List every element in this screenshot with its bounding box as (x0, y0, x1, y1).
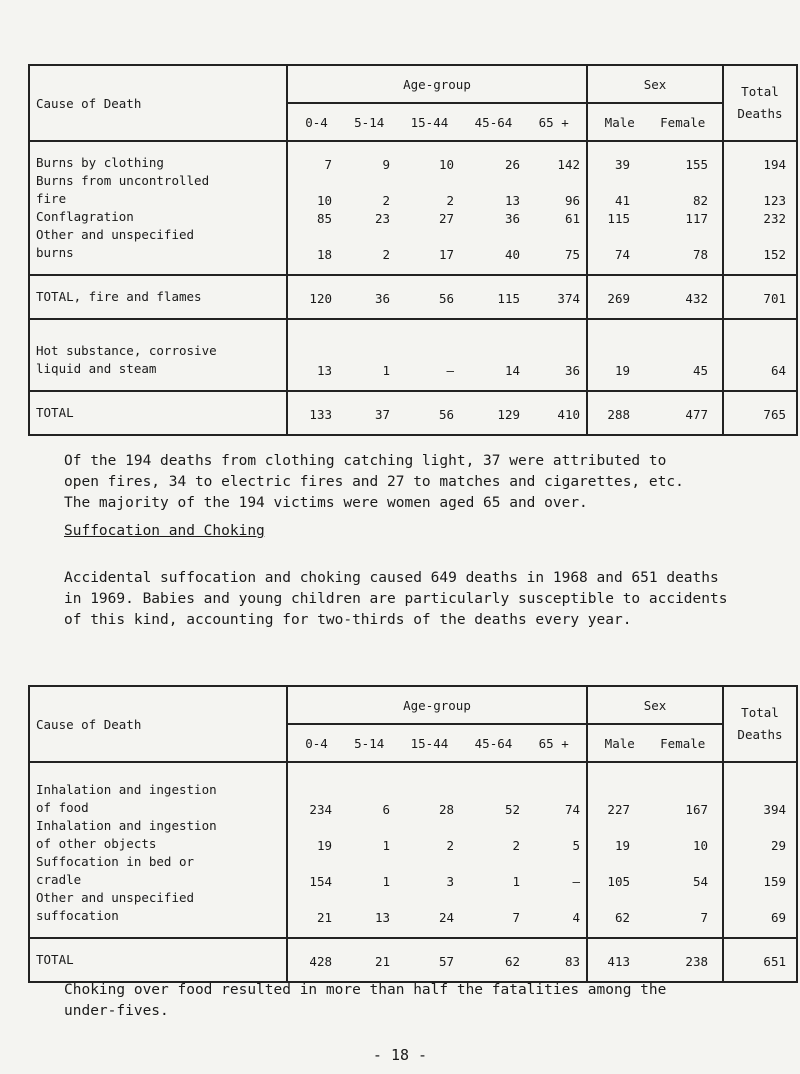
total-row: TOTAL 428 21 57 62 83 413 238 651 (29, 938, 797, 982)
suffocation-table (28, 685, 798, 983)
sex-subheaders: Male Female (587, 724, 723, 762)
burns-table (28, 64, 798, 436)
age-subheaders: 0-4 5-14 15-44 45-64 65 + (287, 724, 587, 762)
total-values: 394 29 159 69 (723, 762, 797, 938)
cause-header: Cause of Death (29, 686, 287, 762)
section-heading: Suffocation and Choking (64, 523, 265, 539)
suffocation-paragraph: Accidental suffocation and choking caused 649 deaths in 1968 and 651 deaths in 1969. Babies and young children are particularly susceptible to accidents of this kind, accounting for two-thirds of the deaths every year. (64, 570, 728, 628)
total-deaths-header: Total Deaths (723, 65, 797, 141)
total-row: TOTAL 133 37 56 129 410 288 477 765 (29, 391, 797, 435)
age-group-header: Age-group (287, 686, 587, 724)
age-values: 7 9 10 26 142 10 2 2 13 96 85 23 27 36 61 18 2 17 40 75 (287, 141, 587, 275)
sex-header: Sex (587, 686, 723, 724)
sex-subheaders: Male Female (587, 103, 723, 141)
page-number: - 18 - (372, 1046, 428, 1064)
age-values: 234 6 28 52 74 19 1 2 2 5 154 1 3 1 – 21 13 24 7 4 (287, 762, 587, 938)
sex-values: 227 167 19 10 105 54 62 7 (587, 762, 723, 938)
table-row (29, 141, 797, 275)
subtotal-row: TOTAL, fire and flames 120 36 56 115 374 269 432 701 (29, 275, 797, 319)
sex-values: 39 155 41 82 115 117 74 78 (587, 141, 723, 275)
age-subheaders: 0-4 5-14 15-44 45-64 65 + (287, 103, 587, 141)
choking-paragraph: Choking over food resulted in more than half the fatalities among the under-fives. (64, 982, 667, 1019)
cause-labels: Burns by clothing Burns from uncontrolled fire Conflagration Other and unspecified burns (29, 141, 287, 275)
total-deaths-header: Total Deaths (723, 686, 797, 762)
table-row (29, 762, 797, 938)
cause-header: Cause of Death (29, 65, 287, 141)
sex-header: Sex (587, 65, 723, 103)
table-row: Hot substance, corrosive liquid and steam 13 1 – 14 36 19 45 64 (29, 319, 797, 391)
cause-labels: Inhalation and ingestion of food Inhalation and ingestion of other objects Suffocation in bed or cradle Other and unspecified suffocation (29, 762, 287, 938)
burns-paragraph: Of the 194 deaths from clothing catching light, 37 were attributed to open fires, 34 to electric fires and 27 to matches and cigarettes, etc. The majority of the 194 victims were women aged 65 and over. (64, 453, 684, 511)
total-values: 194 123 232 152 (723, 141, 797, 275)
age-group-header: Age-group (287, 65, 587, 103)
